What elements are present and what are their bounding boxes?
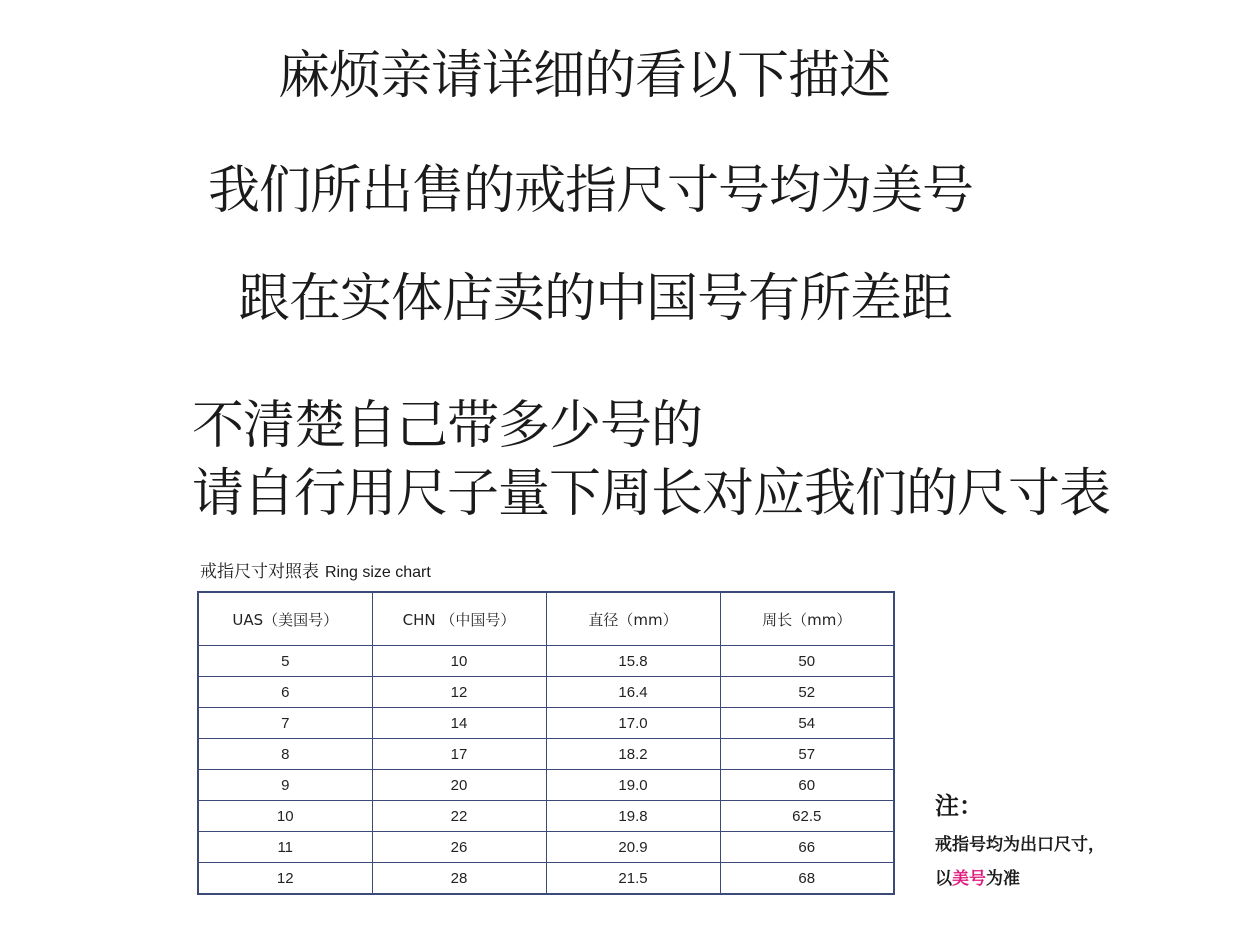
cell-circumference: 52 bbox=[720, 677, 894, 708]
header-circumference: 周长（mm） bbox=[720, 592, 894, 646]
cell-us: 11 bbox=[198, 832, 372, 863]
cell-diameter: 21.5 bbox=[546, 863, 720, 895]
cell-us: 6 bbox=[198, 677, 372, 708]
cell-cn: 20 bbox=[372, 770, 546, 801]
table-header-row bbox=[198, 592, 894, 646]
cell-circumference: 50 bbox=[720, 646, 894, 677]
cell-circumference: 66 bbox=[720, 832, 894, 863]
note-line-2-suffix: 为准 bbox=[986, 869, 1020, 889]
note-line-1: 戒指号均为出口尺寸， bbox=[935, 835, 1105, 855]
cell-us: 7 bbox=[198, 708, 372, 739]
headline-1: 麻烦亲请详细的看以下描述 bbox=[278, 46, 891, 106]
cell-diameter: 19.8 bbox=[546, 801, 720, 832]
table-row bbox=[198, 863, 894, 895]
cell-circumference: 57 bbox=[720, 739, 894, 770]
cell-diameter: 18.2 bbox=[546, 739, 720, 770]
cell-us: 5 bbox=[198, 646, 372, 677]
ring-size-table bbox=[197, 591, 895, 895]
cell-cn: 22 bbox=[372, 801, 546, 832]
cell-diameter: 17.0 bbox=[546, 708, 720, 739]
note-title: 注： bbox=[935, 792, 983, 820]
cell-us: 8 bbox=[198, 739, 372, 770]
note-line-2 bbox=[935, 864, 1020, 889]
table-row bbox=[198, 832, 894, 863]
chart-caption-cn: 戒指尺寸对照表 bbox=[200, 562, 319, 582]
header-diameter: 直径（mm） bbox=[546, 592, 720, 646]
cell-diameter: 19.0 bbox=[546, 770, 720, 801]
table-row bbox=[198, 770, 894, 801]
cell-cn: 26 bbox=[372, 832, 546, 863]
header-cn-size: CHN （中国号） bbox=[372, 592, 546, 646]
cell-cn: 28 bbox=[372, 863, 546, 895]
cell-cn: 14 bbox=[372, 708, 546, 739]
cell-circumference: 60 bbox=[720, 770, 894, 801]
header-us-size: UAS（美国号） bbox=[198, 592, 372, 646]
cell-diameter: 20.9 bbox=[546, 832, 720, 863]
table-row bbox=[198, 646, 894, 677]
cell-cn: 12 bbox=[372, 677, 546, 708]
cell-us: 12 bbox=[198, 863, 372, 895]
cell-cn: 17 bbox=[372, 739, 546, 770]
chart-caption-en: Ring size chart bbox=[325, 564, 431, 581]
headline-3: 跟在实体店卖的中国号有所差距 bbox=[238, 269, 953, 329]
cell-us: 10 bbox=[198, 801, 372, 832]
table-row bbox=[198, 677, 894, 708]
note-highlight-us-size: 美号 bbox=[952, 869, 986, 889]
cell-diameter: 16.4 bbox=[546, 677, 720, 708]
headline-4: 不清楚自己带多少号的 bbox=[192, 396, 703, 456]
headline-5: 请自行用尺子量下周长对应我们的尺寸表 bbox=[192, 464, 1111, 524]
cell-diameter: 15.8 bbox=[546, 646, 720, 677]
table-row bbox=[198, 708, 894, 739]
cell-circumference: 62.5 bbox=[720, 801, 894, 832]
headline-2: 我们所出售的戒指尺寸号均为美号 bbox=[208, 161, 974, 221]
table-row bbox=[198, 739, 894, 770]
cell-us: 9 bbox=[198, 770, 372, 801]
table-row bbox=[198, 801, 894, 832]
cell-circumference: 54 bbox=[720, 708, 894, 739]
note-line-2-prefix: 以 bbox=[935, 869, 952, 889]
cell-cn: 10 bbox=[372, 646, 546, 677]
cell-circumference: 68 bbox=[720, 863, 894, 895]
chart-caption bbox=[200, 557, 431, 582]
